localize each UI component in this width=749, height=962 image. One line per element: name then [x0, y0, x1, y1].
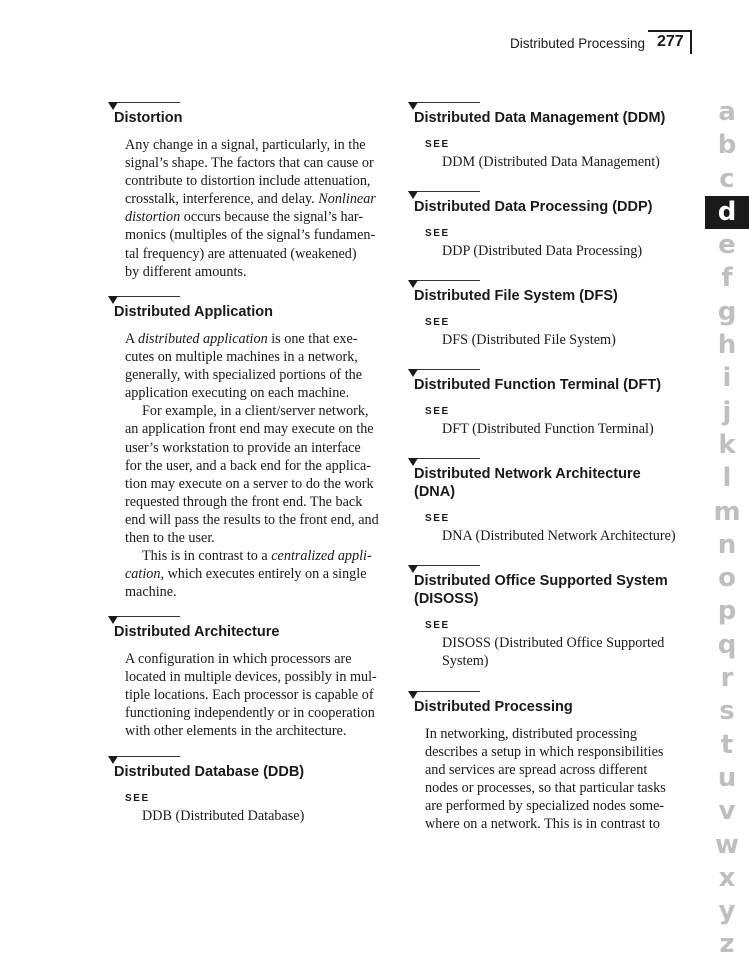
entry-distributed-architecture [114, 616, 404, 740]
alphabet-tab-u[interactable]: u [717, 762, 737, 793]
entry-heading: Distributed Architecture [114, 624, 280, 640]
cross-reference[interactable]: DFT (Distributed Function Terminal) [442, 421, 654, 437]
cross-reference[interactable]: DDB (Distributed Database) [142, 808, 305, 824]
entry-marker [114, 756, 180, 757]
header-rule-vertical [690, 30, 692, 54]
triangle-marker-icon [408, 191, 418, 199]
header-rule-horizontal [648, 30, 692, 32]
see-label: SEE [425, 228, 450, 239]
entry-dfs [414, 280, 704, 349]
alphabet-tab-a[interactable]: a [718, 97, 736, 127]
see-label: SEE [425, 139, 450, 150]
alphabet-tab-n[interactable]: n [717, 529, 737, 560]
entry-heading: Distortion [114, 110, 183, 126]
triangle-marker-icon [408, 691, 418, 699]
alphabet-tab-d[interactable]: d [705, 196, 749, 229]
entry-distributed-database [114, 756, 404, 825]
alphabet-tab-l[interactable]: l [722, 463, 732, 494]
entry-body: A distributed application is one that exe- cutes on multiple machines in a network, generally, with specialized portions of the application executing on each machine. For example, in a client/server network, an application front end may execute on the user’s workstation to provide an interface for the user, and a back end for the applica- tion may execute on a server to do the work requested through the front end. The back end will pass the results to the front end, and then to the user. This is in contrast to a centralized appli- cation, which executes entirely on a single machine. [125, 331, 379, 601]
entry-marker [414, 691, 480, 692]
cross-reference[interactable]: DFS (Distributed File System) [442, 332, 616, 348]
alphabet-tab-p[interactable]: p [717, 596, 737, 627]
see-label: SEE [425, 317, 450, 328]
alphabet-tab-j[interactable]: j [722, 396, 732, 427]
alphabet-tab-w[interactable]: w [714, 829, 740, 860]
cross-reference[interactable]: DNA (Distributed Network Architecture) [442, 528, 676, 544]
entry-heading: Distributed Application [114, 304, 273, 320]
entry-marker [414, 458, 480, 459]
entry-heading: Distributed Processing [414, 699, 573, 715]
triangle-marker-icon [108, 102, 118, 110]
alphabet-tab-e[interactable]: e [718, 230, 736, 261]
alphabet-tab-y[interactable]: y [718, 896, 736, 927]
alphabet-tab-o[interactable]: o [718, 563, 736, 594]
alphabet-tab-k[interactable]: k [718, 429, 736, 460]
triangle-marker-icon [108, 756, 118, 764]
cross-reference[interactable]: DISOSS (Distributed Office Supported System) [442, 635, 665, 669]
triangle-marker-icon [408, 280, 418, 288]
entry-marker [414, 191, 480, 192]
alphabet-tab-h[interactable]: h [717, 330, 737, 361]
entry-marker [114, 296, 180, 297]
alphabet-tab-i[interactable]: i [722, 363, 732, 394]
triangle-marker-icon [408, 458, 418, 466]
page-number: 277 [657, 33, 684, 50]
entry-marker [414, 565, 480, 566]
entry-heading: Distributed Data Processing (DDP) [414, 199, 653, 215]
alphabet-thumb-index [705, 96, 749, 962]
running-head: Distributed Processing [510, 36, 646, 51]
triangle-marker-icon [108, 296, 118, 304]
alphabet-tab-x[interactable]: x [718, 862, 736, 893]
alphabet-tab-f[interactable]: f [721, 263, 733, 294]
entry-disoss [414, 565, 704, 670]
cross-reference[interactable]: DDM (Distributed Data Management) [442, 154, 660, 170]
entry-heading: Distributed Office Supported System (DISOSS) [414, 573, 668, 607]
entry-marker [414, 102, 480, 103]
entry-dft [414, 369, 704, 438]
cross-reference[interactable]: DDP (Distributed Data Processing) [442, 243, 643, 259]
alphabet-tab-r[interactable]: r [720, 663, 734, 694]
entry-ddp [414, 191, 704, 260]
see-label: SEE [425, 406, 450, 417]
entry-body: A configuration in which processors are located in multiple devices, possibly in mul- tiple locations. Each processor is capable of functioning independently or in cooperation with other elements in the architecture. [125, 651, 377, 740]
alphabet-tab-c[interactable]: c [719, 163, 735, 194]
triangle-marker-icon [408, 369, 418, 377]
see-label: SEE [125, 793, 150, 804]
entry-distortion [114, 102, 394, 281]
entry-heading: Distributed Network Architecture (DNA) [414, 466, 641, 500]
alphabet-tab-b[interactable]: b [717, 130, 737, 161]
alphabet-tab-s[interactable]: s [719, 696, 735, 727]
entry-marker [414, 369, 480, 370]
alphabet-tab-m[interactable]: m [713, 496, 741, 527]
triangle-marker-icon [408, 565, 418, 573]
entry-dna [414, 458, 704, 545]
entry-heading: Distributed Data Management (DDM) [414, 110, 666, 126]
entry-marker [114, 102, 180, 103]
see-label: SEE [425, 620, 450, 631]
entry-heading: Distributed File System (DFS) [414, 288, 618, 304]
alphabet-tab-z[interactable]: z [719, 929, 735, 960]
entry-heading: Distributed Function Terminal (DFT) [414, 377, 662, 393]
see-label: SEE [425, 513, 450, 524]
entry-distributed-application [114, 296, 404, 601]
triangle-marker-icon [408, 102, 418, 110]
entry-body: Any change in a signal, particularly, in the signal’s shape. The factors that can cause or contribute to distortion include attenuation, crosstalk, interference, and delay. Nonlinear distortion occurs because the signal’s har- monics (multiples of the signal’s fundamen- tal frequency) are attenuated (weakened) by different amounts. [125, 137, 376, 280]
alphabet-tab-g[interactable]: g [717, 296, 737, 327]
entry-ddm [414, 102, 704, 171]
alphabet-tab-v[interactable]: v [718, 796, 736, 827]
entry-marker [114, 616, 180, 617]
entry-body: In networking, distributed processing describes a setup in which responsibilities and services are spread across different nodes or processes, so that particular tasks are performed by specialized nodes some- where on a network. This is in contrast to [425, 726, 666, 833]
alphabet-tab-q[interactable]: q [717, 629, 737, 660]
triangle-marker-icon [108, 616, 118, 624]
entry-marker [414, 280, 480, 281]
entry-heading: Distributed Database (DDB) [114, 764, 305, 780]
alphabet-tab-t[interactable]: t [720, 729, 734, 760]
entry-distributed-processing [414, 691, 704, 834]
